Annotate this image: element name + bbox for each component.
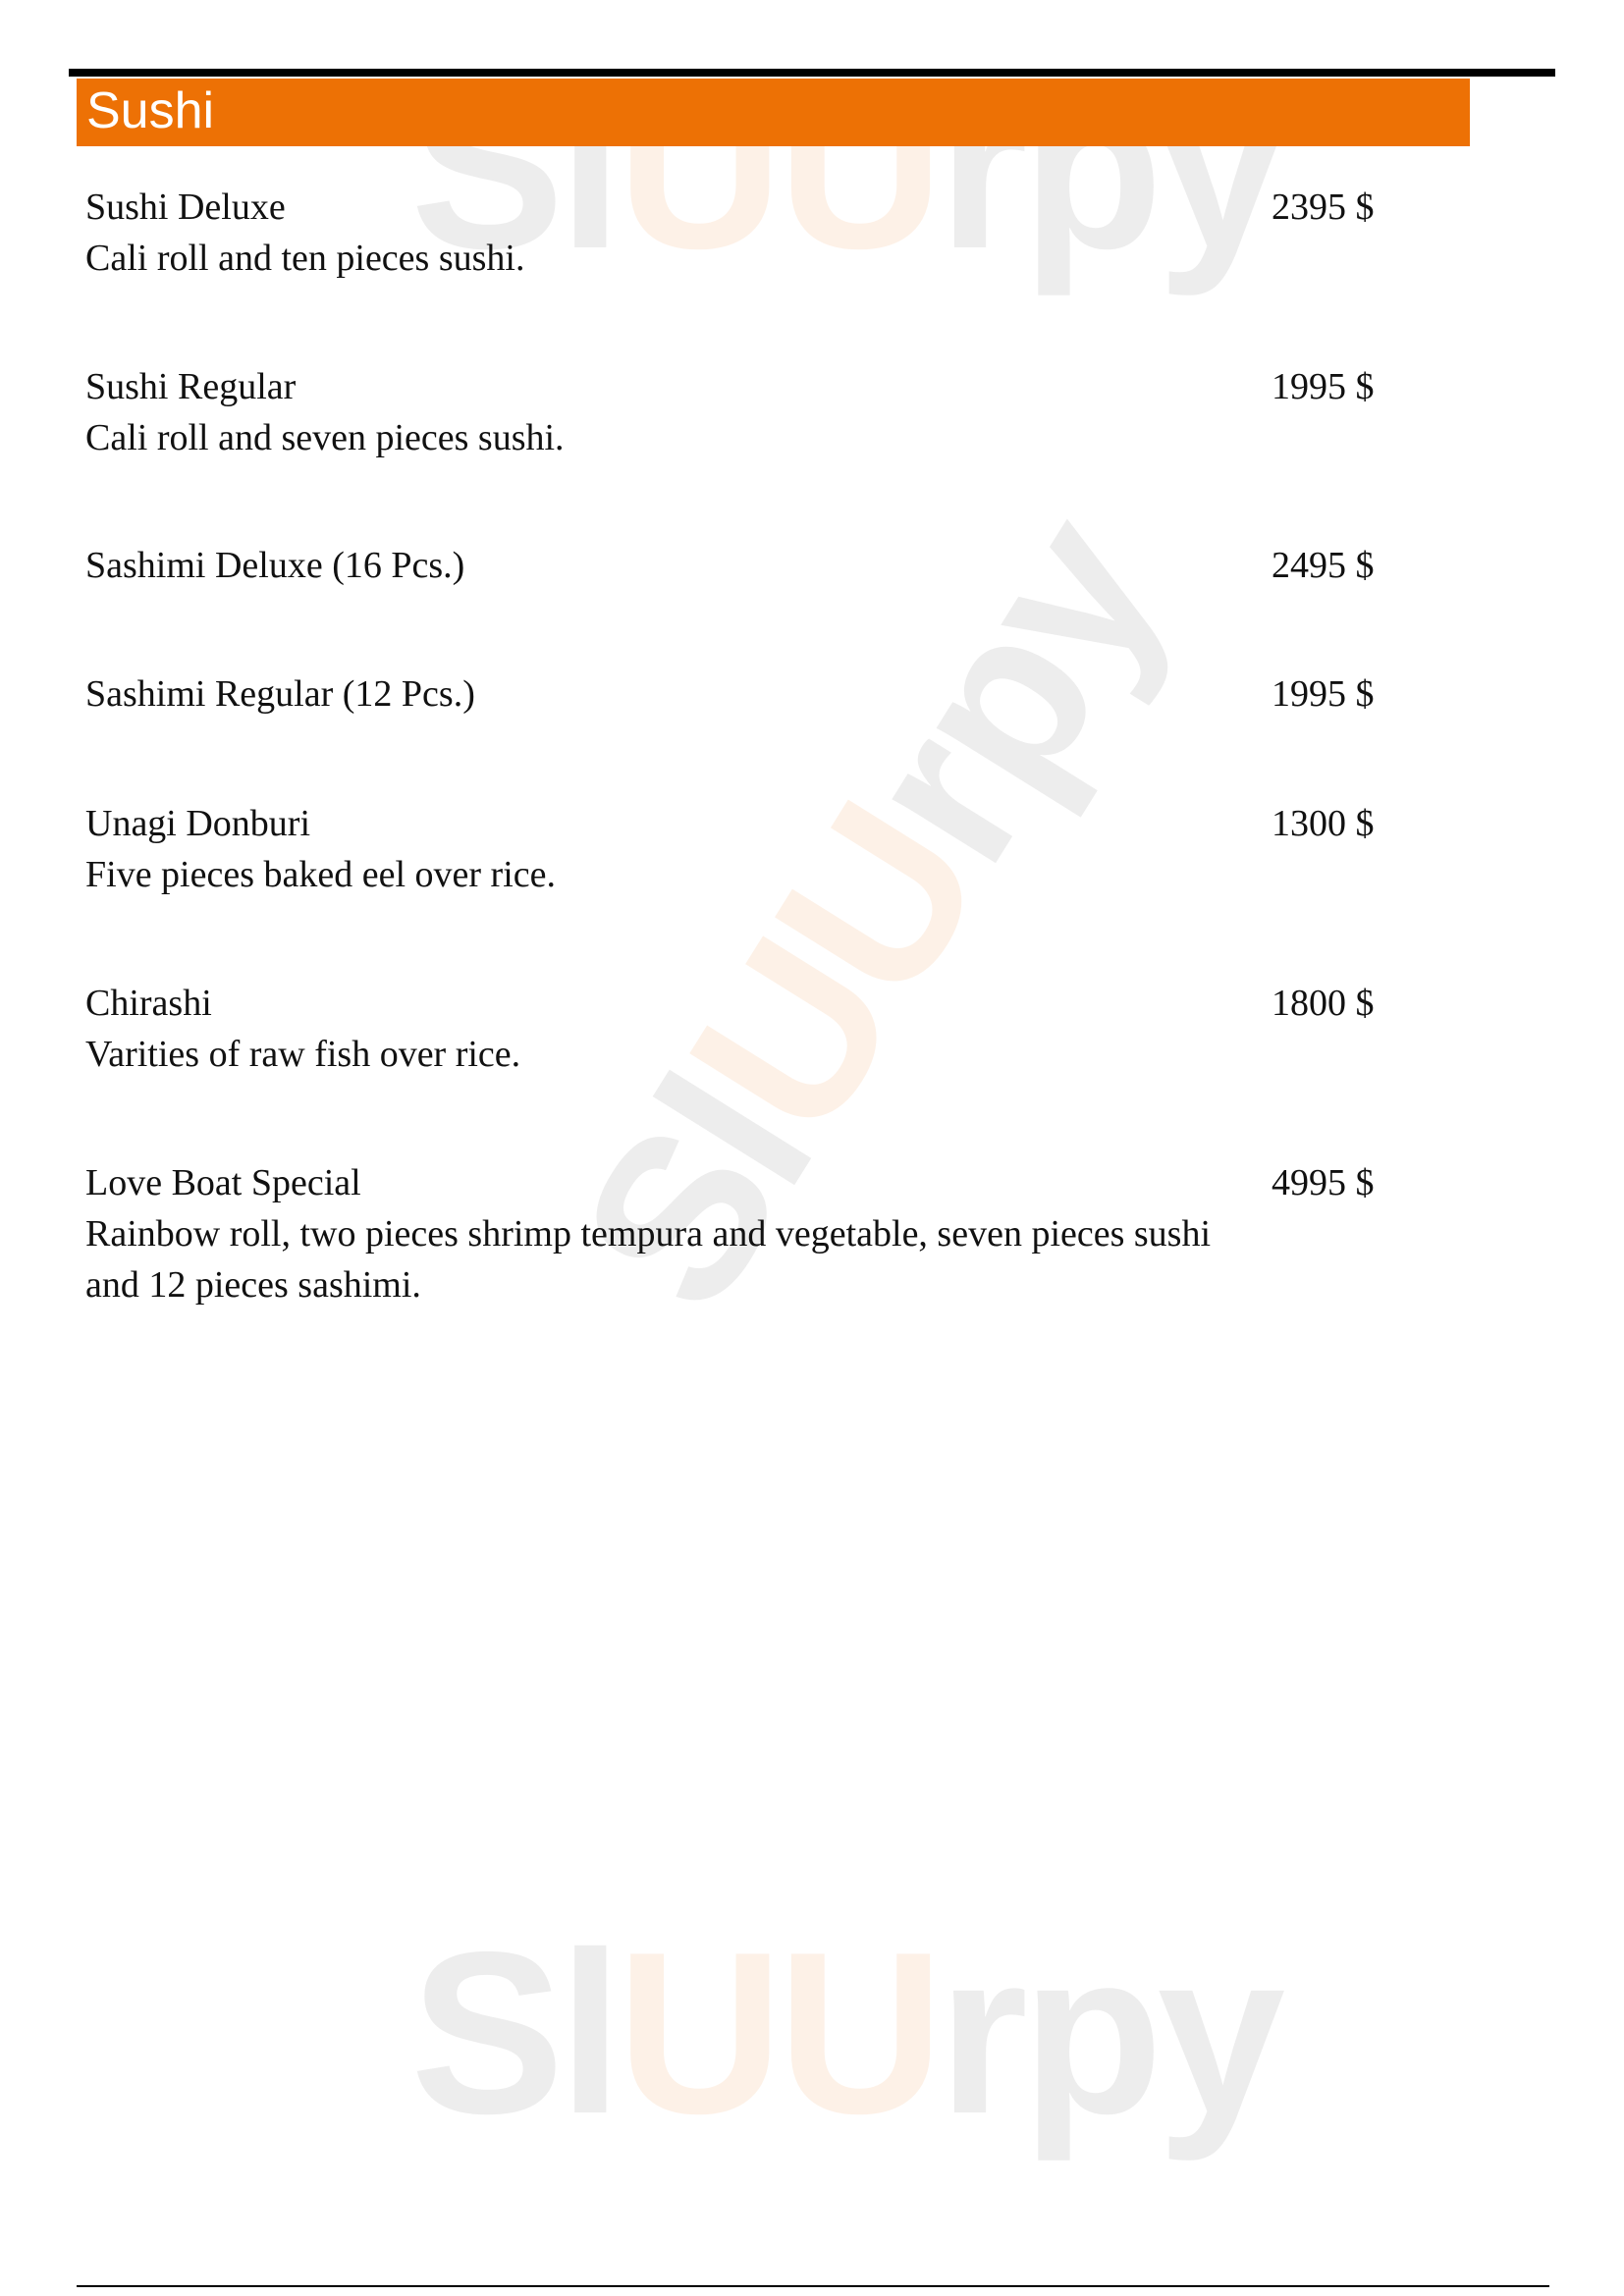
item-price: 2395 $ <box>1272 187 1375 228</box>
menu-item <box>85 540 1401 591</box>
item-price: 4995 $ <box>1272 1162 1375 1203</box>
section-title: Sushi <box>86 82 215 139</box>
menu-item <box>85 668 1401 720</box>
item-description: Five pieces baked eel over rice. <box>85 854 556 895</box>
item-description: Cali roll and seven pieces sushi. <box>85 417 565 458</box>
item-description: Rainbow roll, two pieces shrimp tempura and vegetable, seven pieces sushi and 12 pieces sashimi. <box>85 1213 1212 1306</box>
item-price: 1300 $ <box>1272 803 1375 844</box>
item-price: 1800 $ <box>1272 983 1375 1024</box>
item-name: Chirashi <box>85 983 212 1024</box>
item-price: 1995 $ <box>1272 366 1375 407</box>
item-price: 2495 $ <box>1272 545 1375 586</box>
item-name: Sushi Regular <box>85 366 297 407</box>
menu-item <box>85 978 1401 1080</box>
top-divider <box>69 69 1555 77</box>
item-name: Sushi Deluxe <box>85 187 286 228</box>
item-name: Sashimi Deluxe (16 Pcs.) <box>85 545 465 586</box>
section-header <box>77 79 1470 146</box>
bottom-divider <box>77 2285 1549 2287</box>
watermark-logo: SlUUrpy <box>529 476 1211 1351</box>
item-description: Cali roll and ten pieces sushi. <box>85 238 525 279</box>
menu-item <box>85 1157 1401 1310</box>
item-name: Unagi Donburi <box>85 803 311 844</box>
watermark-logo: SlUUrpy <box>410 38 1280 296</box>
item-name: Love Boat Special <box>85 1162 361 1203</box>
item-description: Varities of raw fish over rice. <box>85 1034 521 1075</box>
item-name: Sashimi Regular (12 Pcs.) <box>85 673 475 715</box>
menu-item <box>85 182 1401 284</box>
item-price: 1995 $ <box>1272 673 1375 715</box>
menu-item <box>85 798 1401 900</box>
watermark-logo: SlUUrpy <box>410 1903 1280 2162</box>
menu-item <box>85 361 1401 463</box>
